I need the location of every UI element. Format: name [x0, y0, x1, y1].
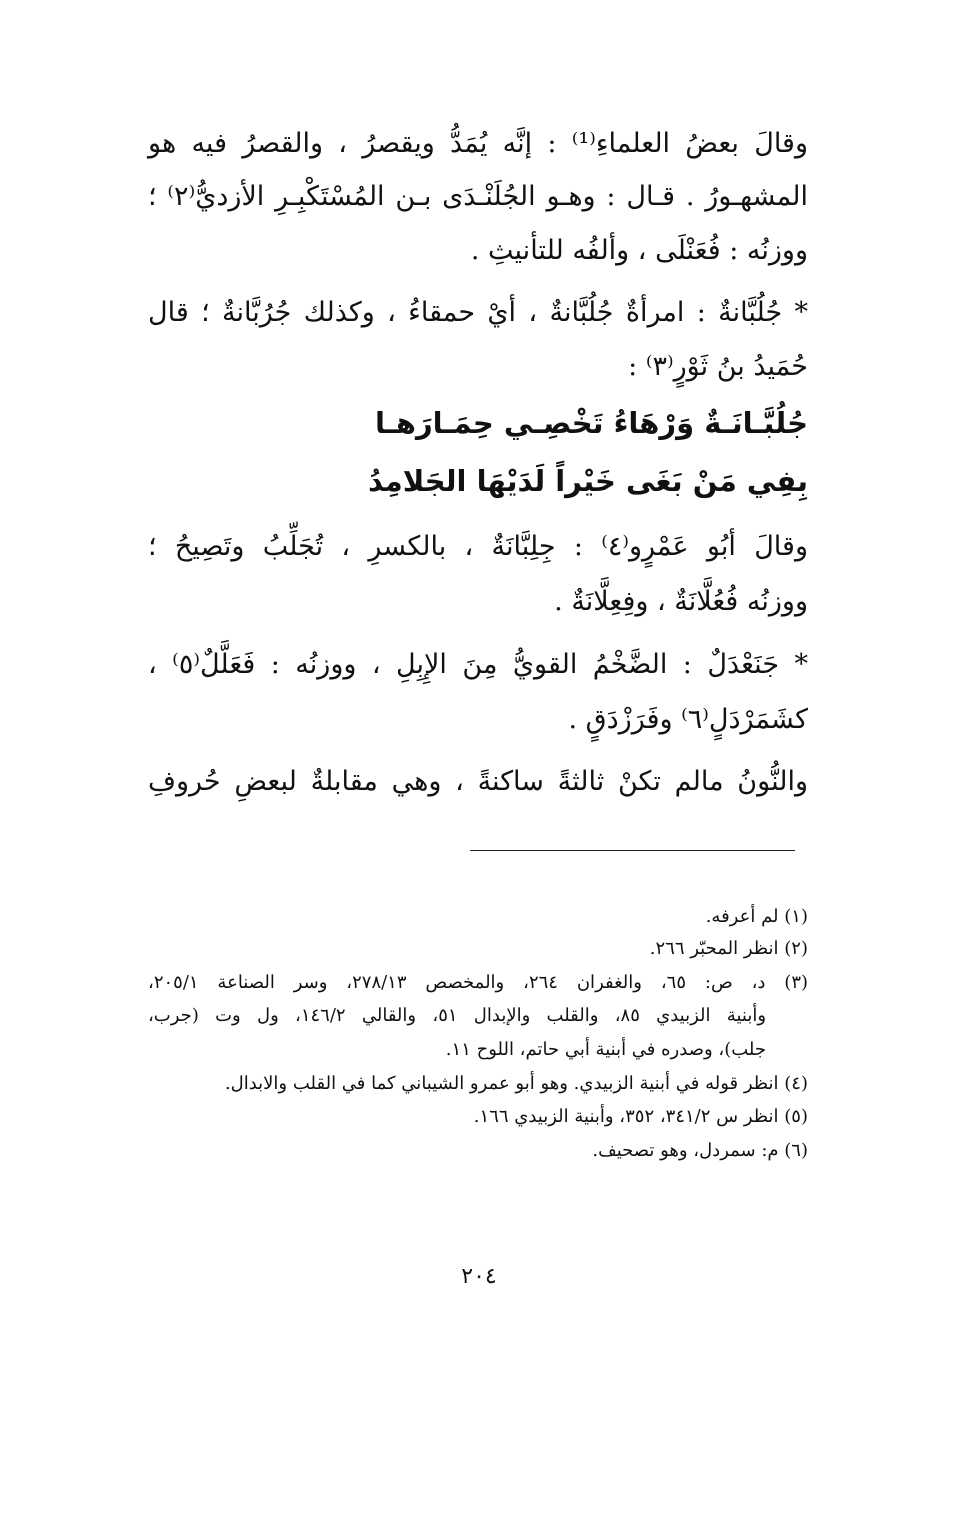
body-line: * جُلُبَّانةٌ : امرأةٌ جُلُبَّانةٌ ، أيْ حمقاءُ ، وكذلك جُرُبَّانةٌ ؛ قال	[148, 297, 808, 328]
body-line: * جَنَعْدَلٌ : الضَّخْمُ القويُّ مِنَ الإِبِلِ ، ووزنُه : فَعَلَّلٌ⁽٥⁾ ،	[148, 649, 808, 680]
page-number: ٢٠٤	[461, 1264, 497, 1289]
footnote-separator	[470, 850, 795, 851]
footnote: (٥) انظر س ٣٤١/٢، ٣٥٢، وأبنية الزبيدي ١٦٦.	[473, 1106, 808, 1127]
body-line: ووزنُه فُعُلَّانَةٌ ، وفِعِلَّانَةٌ .	[554, 586, 808, 617]
footnote: (٤) انظر قوله في أبنية الزبيدي. وهو أبو عمرو الشيباني كما في القلب والابدال.	[224, 1073, 808, 1094]
footnote-continuation: جلب)، وصدره في أبنية أبي حاتم، اللوح ١١.	[445, 1039, 766, 1060]
body-line: كشَمَرْدَلٍ⁽٦⁾ وفَرَزْدَقٍ .	[568, 704, 808, 735]
footnote: (١) لم أعرفه.	[705, 906, 808, 927]
body-line: ووزنُه : فُعَنْلَى ، وألفُه للتأنيثِ .	[470, 235, 808, 266]
body-line: وقالَ أبُو عَمْرٍو⁽٤⁾ : جِلِبَّانَةٌ ، بالكسرِ ، تُجَلِّبُ وتَصِيحُ ؛	[148, 531, 808, 562]
footnote: (٣) د، ص: ٦٥، والغفران ٢٦٤، والمخصص ٢٧٨/١٣، وسر الصناعة ٢٠٥/١،	[148, 972, 809, 993]
body-line: المشهـورُ . قـال : وهـو الجُلَنْـدَى بـن المُسْتَكْبِـرِ الأزديُّ⁽٢⁾ ؛	[148, 181, 808, 212]
body-line: حُمَيدُ بنُ ثَوْرٍ⁽٣⁾ :	[628, 351, 808, 382]
footnote-continuation: وأبنية الزبيدي ٨٥، والقلب والإبدال ٥١، والقالي ١٤٦/٢، ول وت (جرب،	[148, 1005, 767, 1026]
body-line: والنُّونُ مالم تكنْ ثالثةً ساكنةً ، وهي مقابلةٌ لبعضِ حُروفِ	[148, 766, 808, 797]
body-line: وقالَ بعضُ العلماءِ⁽¹⁾ : إنَّه يُمَدُّ ويقصرُ ، والقصرُ فيه هو	[148, 128, 808, 159]
footnote: (٢) انظر المحبّر ٢٦٦.	[649, 938, 808, 959]
verse-line: بِفِي مَنْ بَغَى خَيْراً لَدَيْهَا الجَلامِدُ	[368, 464, 808, 498]
footnote: (٦) م: سمردل، وهو تصحيف.	[592, 1140, 808, 1161]
verse-line: جُلُبَّـانَـةٌ وَرْهَاءُ تَخْصِـي حِمَـارَهـا	[375, 406, 808, 440]
